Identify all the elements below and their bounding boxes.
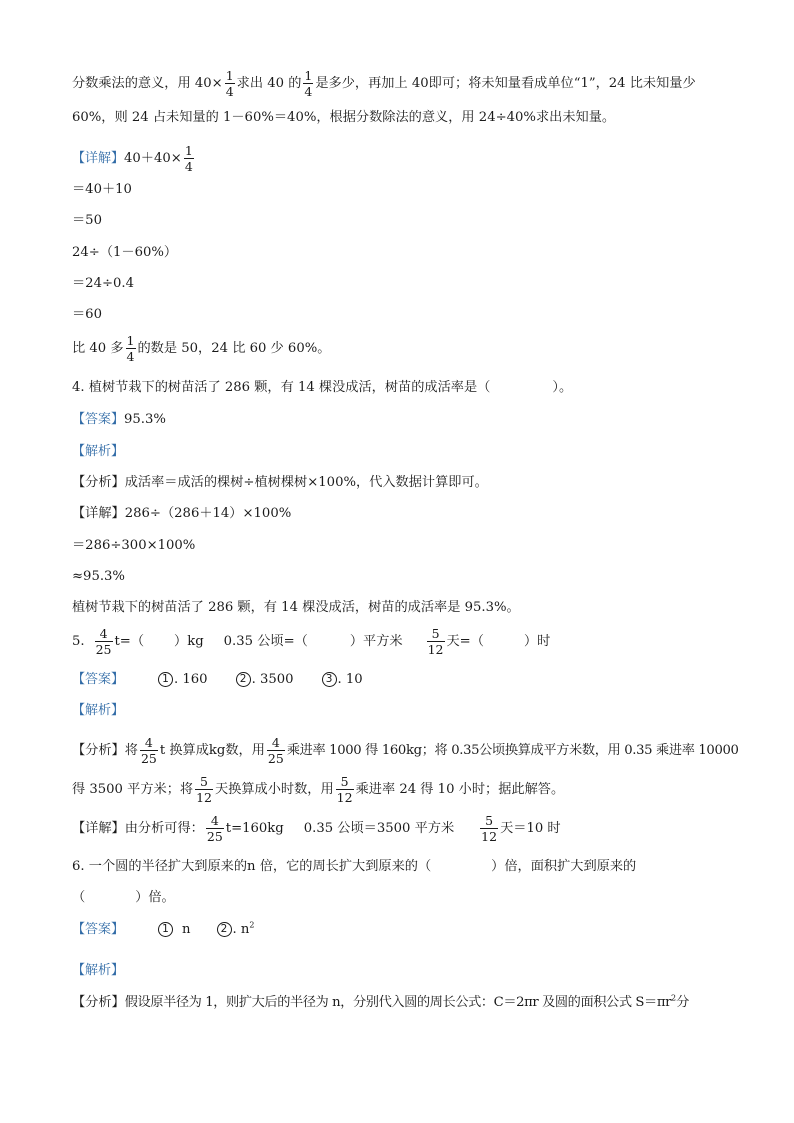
answer-value: 95.3% (124, 412, 166, 427)
fraction-one-quarter (225, 68, 235, 99)
answer-label: 【答案】 (72, 412, 125, 427)
fraction-denominator: 4 (225, 84, 234, 99)
analysis-line-2: 60%，则 24 占未知量的 1－60%＝40%，根据分数除法的意义，用 24÷40%求出未知量。 (72, 110, 616, 125)
superscript: 2 (249, 920, 255, 930)
answer-value: . 3500 (251, 672, 294, 687)
fraction-numerator: 1 (126, 333, 135, 348)
text-segment: 是多少，再加上 40即可；将未知量看成单位“1”，24 比未知量少 (315, 76, 696, 91)
q4-detail (72, 504, 734, 524)
question-text: ）平方米 (349, 634, 403, 649)
step-line: ＝40＋10 (72, 182, 132, 197)
fraction-numerator: 1 (184, 143, 193, 158)
analysis-text: 乘进率 24 得 10 小时；据此解答。 (355, 782, 565, 797)
fraction-4-25 (267, 735, 285, 766)
fraction-denominator: 25 (267, 751, 284, 766)
fraction-4-25 (140, 735, 158, 766)
answer-value: . n (232, 922, 250, 937)
analysis-label: 【分析】 (72, 995, 125, 1010)
fraction-numerator: 4 (144, 735, 153, 750)
detail-label: 【详解】 (72, 821, 125, 836)
question-text: ）。 (552, 380, 573, 395)
answer-label: 【答案】 (72, 672, 125, 687)
fraction-numerator: 1 (225, 68, 234, 83)
q4-answer (72, 410, 734, 430)
fraction-denominator: 12 (336, 790, 353, 805)
analysis-label: 【分析】 (72, 743, 125, 758)
fraction-denominator: 25 (206, 829, 223, 844)
text-segment: 分数乘法的意义，用 40× (72, 76, 223, 91)
detail-text: t=160kg (225, 821, 284, 836)
fraction-denominator: 4 (304, 84, 313, 99)
question-text: 6. 一个圆的半径扩大到原来的n 倍，它的周长扩大到原来的（ (72, 859, 432, 874)
analysis-text: 天换算成小时数，用 (214, 782, 334, 797)
fraction-denominator: 12 (196, 790, 212, 805)
circled-number-2-icon: 2 (217, 922, 232, 937)
text-segment: 的数是 50，24 比 60 少 60%。 (137, 341, 331, 356)
q4-conclusion: 植树节栽下的树苗活了 286 颗，有 14 棵没成活，树苗的成活率是 95.3%。 (72, 600, 520, 615)
fraction-numerator: 4 (210, 813, 219, 828)
fraction-one-quarter (126, 333, 136, 364)
fraction-one-quarter (184, 143, 194, 174)
step-line: ＝24÷0.4 (72, 276, 134, 291)
question-text: ）倍，面积扩大到原来的 (491, 859, 637, 874)
question-6-line-2 (72, 888, 734, 908)
fraction-denominator: 25 (140, 751, 157, 766)
fraction-4-25 (206, 813, 224, 844)
fraction-numerator: 5 (431, 626, 440, 641)
question-4 (72, 378, 734, 398)
fraction-denominator: 25 (95, 642, 112, 657)
question-text: （ (72, 890, 86, 905)
circled-number-2-icon: 2 (236, 672, 251, 687)
analysis-text: 得 3500 平方米；将 (72, 782, 194, 797)
detail-text: 0.35 公顷＝3500 平方米 (303, 821, 455, 836)
text-segment: 求出 40 的 (236, 76, 302, 91)
q6-jiexi-label: 【解析】 (72, 963, 125, 978)
fraction-denominator: 4 (184, 159, 193, 174)
circled-number-3-icon: 3 (322, 672, 337, 687)
detail-line-1 (72, 143, 734, 174)
step-line: ＝60 (72, 307, 102, 322)
circled-number-1-icon: 1 (158, 922, 173, 937)
analysis-line-1 (72, 68, 734, 99)
fraction-denominator: 12 (481, 829, 498, 844)
fraction-numerator: 4 (271, 735, 280, 750)
step-line: ≈95.3% (72, 569, 125, 584)
question-text: ）倍。 (135, 890, 175, 905)
detail-label: 【详解】 (72, 506, 125, 521)
fraction-denominator: 12 (427, 642, 444, 657)
fraction-5-12 (195, 774, 213, 805)
step-line: 24÷（1－60%） (72, 245, 178, 260)
q5-detail (72, 813, 734, 844)
step-line: ＝286÷300×100% (72, 538, 196, 553)
question-text: 4. 植树节栽下的树苗活了 286 颗，有 14 棵没成活，树苗的成活率是（ (72, 380, 491, 395)
detail-text: 天＝10 时 (500, 821, 561, 836)
fraction-4-25 (95, 626, 113, 657)
answer-label: 【答案】 (72, 922, 125, 937)
analysis-text: 将 (124, 743, 138, 758)
q5-jiexi-label: 【解析】 (72, 703, 125, 718)
q5-analysis-1 (72, 735, 739, 766)
q4-jiexi-label: 【解析】 (72, 444, 125, 459)
fraction-numerator: 5 (340, 774, 349, 789)
analysis-text: 假设原半径为 1，则扩大后的半径为 n，分别代入圆的周长公式：C＝2πr 及圆的面积公式 S＝πr (124, 995, 672, 1010)
circled-number-1-icon: 1 (158, 672, 173, 687)
analysis-text: t 换算成kg数，用 (159, 743, 265, 758)
text-segment: 40＋40× (124, 151, 182, 166)
question-text: ）时 (523, 634, 551, 649)
fraction-numerator: 5 (485, 813, 494, 828)
fraction-denominator: 4 (126, 349, 135, 364)
question-6-line-1 (72, 857, 734, 877)
superscript: 2 (671, 993, 677, 1003)
analysis-text: 乘进率 1000 得 160kg；将 0.35公顷换算成平方米数，用 0.35 乘进率 10000 (286, 743, 739, 758)
q4-analysis (72, 473, 734, 493)
q5-answer (72, 670, 734, 690)
fraction-numerator: 1 (304, 68, 313, 83)
answer-value: . 10 (337, 672, 363, 687)
detail-text: 由分析可得： (124, 821, 204, 836)
fraction-one-quarter (303, 68, 313, 99)
fraction-numerator: 4 (99, 626, 108, 641)
q6-answer (72, 920, 734, 940)
question-text: 0.35 公顷=（ (223, 634, 308, 649)
question-5 (72, 626, 734, 657)
analysis-text: 成活率＝成活的棵树÷植树棵树×100%，代入数据计算即可。 (124, 475, 488, 490)
answer-value: . 160 (174, 672, 208, 687)
analysis-text: 分 (676, 995, 690, 1010)
q5-analysis-2 (72, 774, 734, 805)
detail-label: 【详解】 (72, 151, 125, 166)
fraction-numerator: 5 (200, 774, 208, 789)
conclusion-line (72, 333, 734, 364)
step-line: ＝50 (72, 213, 102, 228)
question-text: ）kg (174, 634, 204, 649)
fraction-5-12 (480, 813, 498, 844)
fraction-5-12 (336, 774, 354, 805)
fraction-5-12 (427, 626, 445, 657)
question-text: t=（ (114, 634, 145, 649)
question-number: 5. (72, 634, 85, 649)
analysis-label: 【分析】 (72, 475, 125, 490)
text-segment: 比 40 多 (72, 341, 124, 356)
detail-text: 286÷（286＋14）×100% (124, 506, 292, 521)
question-text: 天=（ (446, 634, 484, 649)
q6-analysis (72, 993, 734, 1013)
answer-value: n (182, 922, 191, 937)
